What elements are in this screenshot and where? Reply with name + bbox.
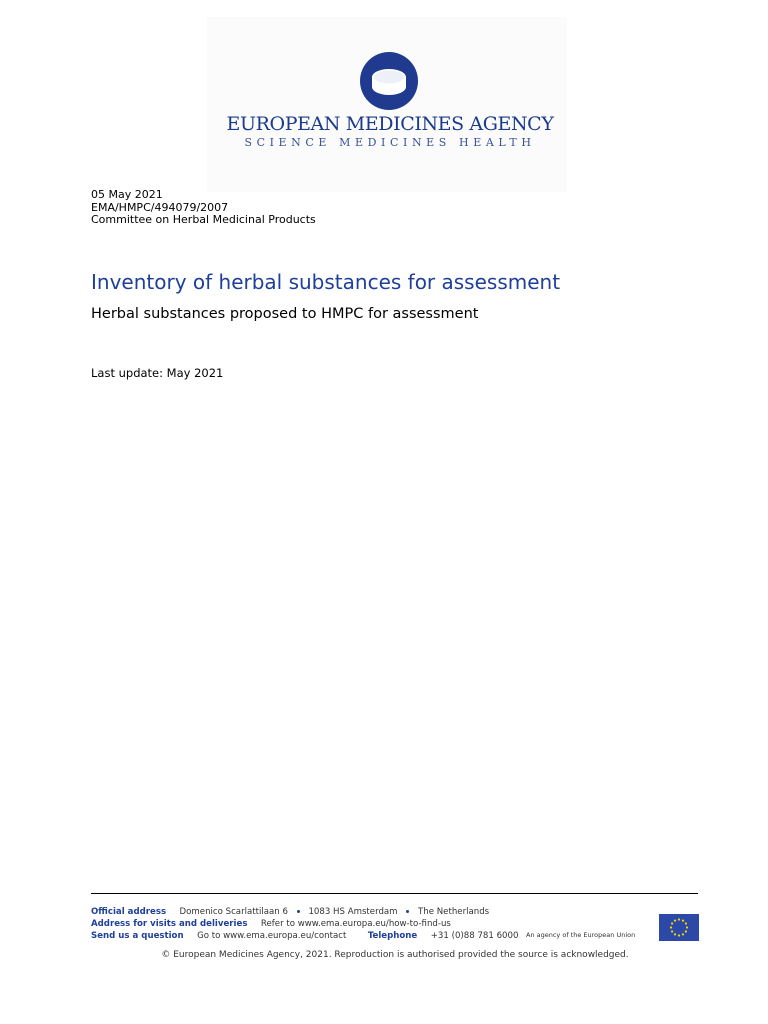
- ema-emblem-icon: [357, 51, 421, 115]
- last-update: Last update: May 2021: [91, 366, 224, 380]
- official-city: 1083 HS Amsterdam: [308, 907, 398, 917]
- committee-name: Committee on Herbal Medicinal Products: [91, 213, 316, 226]
- visits-label: Address for visits and deliveries: [91, 919, 248, 929]
- contact-line: [91, 930, 518, 942]
- official-street: Domenico Scarlattilaan 6: [179, 907, 288, 917]
- copyright-notice: © European Medicines Agency, 2021. Reproduction is authorised provided the source is acknowledged.: [161, 950, 629, 960]
- telephone-label: Telephone: [367, 931, 418, 941]
- document-date: 05 May 2021: [91, 188, 163, 201]
- agency-tagline: SCIENCE MEDICINES HEALTH: [244, 136, 536, 149]
- ema-logo: [207, 17, 567, 192]
- bullet-icon: [406, 910, 409, 913]
- document-meta: [91, 189, 316, 227]
- visits-link[interactable]: Refer to www.ema.europa.eu/how-to-find-us: [260, 919, 451, 929]
- footer-addresses: [91, 906, 518, 942]
- contact-link[interactable]: Go to www.ema.europa.eu/contact: [197, 931, 347, 941]
- official-country: The Netherlands: [418, 907, 490, 917]
- document-subtitle: Herbal substances proposed to HMPC for assessment: [91, 306, 479, 322]
- footer-divider: [91, 893, 698, 894]
- official-address-label: Official address: [91, 907, 167, 917]
- telephone-number: +31 (0)88 781 6000: [430, 931, 519, 941]
- document-reference: EMA/HMPC/494079/2007: [91, 200, 229, 214]
- eu-flag-icon: [659, 914, 699, 941]
- eu-agency-note: An agency of the European Union: [526, 931, 636, 939]
- agency-name: EUROPEAN MEDICINES AGENCY: [226, 113, 554, 135]
- document-title: Inventory of herbal substances for assessment: [91, 270, 561, 294]
- official-address-line: [91, 906, 518, 918]
- visits-address-line: [91, 918, 518, 930]
- bullet-icon: [297, 910, 300, 913]
- question-label: Send us a question: [91, 931, 184, 941]
